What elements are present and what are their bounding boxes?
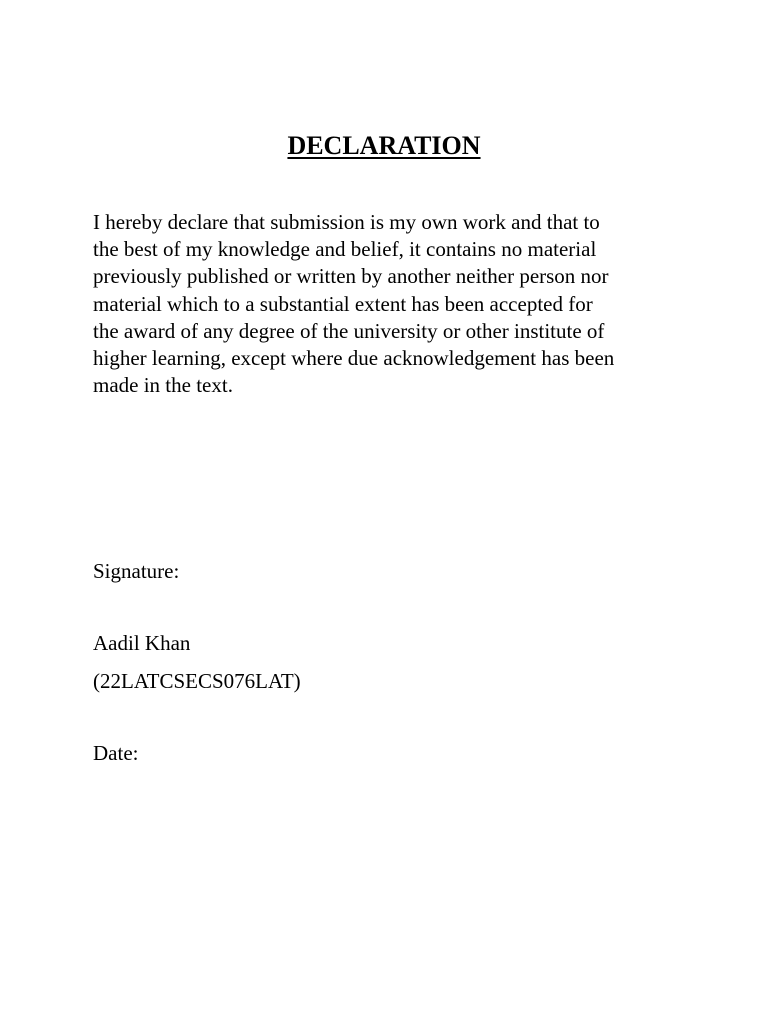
paragraph-line: higher learning, except where due acknowledgement has been [93,346,615,371]
paragraph-line: the award of any degree of the university or other institute of [93,318,605,343]
paragraph-line: made in the text. [93,373,233,398]
declaration-paragraph [93,209,683,399]
page-title: DECLARATION [287,131,481,160]
paragraph-line: the best of my knowledge and belief, it contains no material [93,237,597,262]
date-label: Date: [93,741,139,765]
signature-label: Signature: [93,559,180,583]
paragraph-line: previously published or written by another neither person nor [93,264,609,289]
registration-id: (22LATCSECS076LAT) [93,669,301,693]
paragraph-line: material which to a substantial extent has been accepted for [93,291,593,316]
author-name: Aadil Khan [93,631,191,655]
paragraph-line: I hereby declare that submission is my own work and that to [93,210,600,234]
